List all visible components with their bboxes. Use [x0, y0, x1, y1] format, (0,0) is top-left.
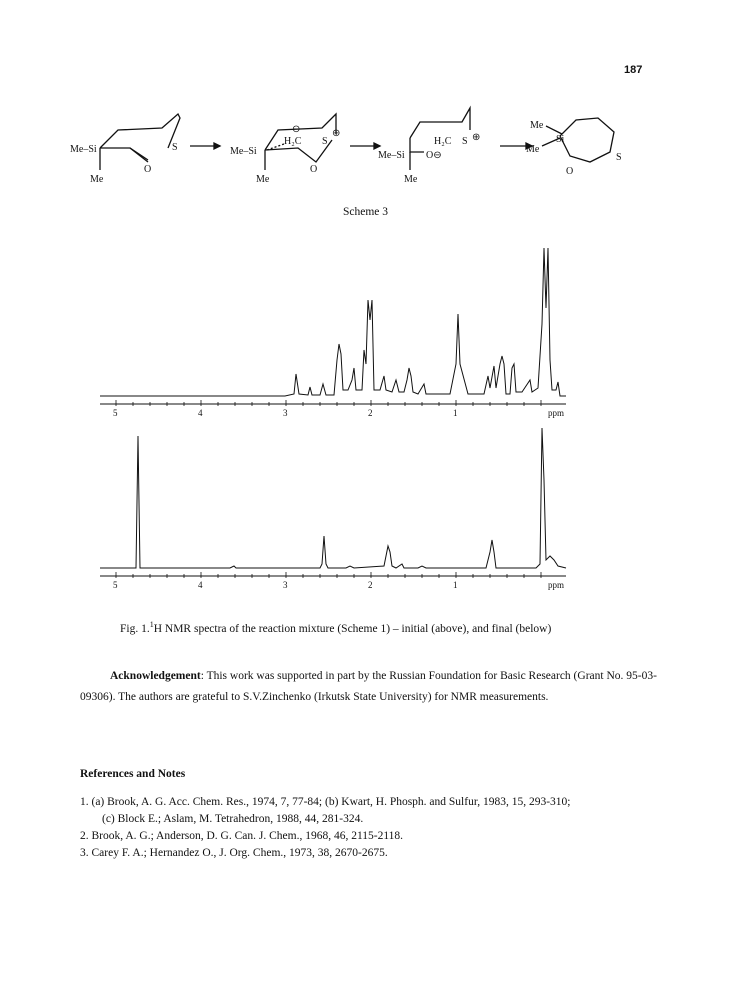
tick-label: 4 [198, 580, 203, 590]
me-si-label-1: Me–Si [70, 144, 97, 155]
s-label-1: S [172, 142, 178, 153]
me-si-label-2: Me–Si [230, 146, 257, 157]
reference-item [80, 794, 680, 828]
minus-label-2: ⊖ [292, 124, 301, 135]
h2c-label-3: H₂C [434, 136, 452, 147]
tick-label: 2 [368, 580, 373, 590]
s-label-2: S [322, 136, 328, 147]
spectrum-trace-final [100, 428, 566, 568]
acknowledgement [80, 666, 660, 708]
nmr-spectrum-initial [100, 240, 590, 420]
caption-prefix: Fig. 1. [120, 622, 150, 635]
acknowledgement-text: : This work was supported in part by the Russian Foundation for Basic Research (Grant No. 95-03-09306). The authors are grateful to S.V.Zinchenko (Irkutsk State University) for NMR measurements. [80, 670, 657, 703]
reference-line: 3. Carey F. A.; Hernandez O., J. Org. Chem., 1973, 38, 2670-2675. [80, 847, 388, 859]
s-label-4: S [616, 152, 622, 163]
me-si-label-3: Me–Si [378, 150, 405, 161]
me-label-4b: Me [526, 144, 540, 155]
h2c-label-2: H₂C [284, 136, 302, 147]
axis-unit: ppm [548, 580, 565, 590]
tick-label: 1 [453, 408, 458, 418]
reference-item [80, 828, 680, 845]
caption-sup: 1 [149, 620, 154, 629]
tick-label: 2 [368, 408, 373, 418]
me-label-1: Me [90, 174, 104, 185]
me-label-2: Me [256, 174, 270, 185]
acknowledgement-heading: Acknowledgement [110, 670, 201, 682]
reaction-scheme [70, 100, 660, 200]
plus-label-2: ⊕ [332, 128, 341, 139]
spectrum-trace-initial [100, 248, 566, 396]
reference-line: 2. Brook, A. G.; Anderson, D. G. Can. J. Chem., 1968, 46, 2115-2118. [80, 830, 404, 842]
caption-text: H NMR spectra of the reaction mixture (Scheme 1) – initial (above), and final (below) [153, 622, 552, 635]
si-label-4: Si [556, 134, 565, 145]
references-list [80, 794, 680, 862]
axis-unit: ppm [548, 408, 565, 418]
o-minus-label-3: O⊖ [426, 150, 442, 161]
tick-label: 5 [113, 408, 118, 418]
tick-label: 3 [283, 580, 288, 590]
nmr-spectrum-final [100, 420, 590, 600]
me-label-4a: Me [530, 120, 544, 131]
scheme-label: Scheme 3 [342, 206, 389, 218]
page-number: 187 [624, 64, 643, 76]
o-label-1: O [144, 164, 152, 175]
s-label-3: S [462, 136, 468, 147]
plus-label-3: ⊕ [472, 132, 481, 143]
reference-line: (c) Block E.; Aslam, M. Tetrahedron, 1988, 44, 281-324. [102, 813, 364, 825]
o-label-2: O [310, 164, 318, 175]
figure-caption [120, 620, 551, 635]
references-title: References and Notes [80, 768, 186, 780]
o-label-4: O [566, 166, 574, 177]
reference-item [80, 845, 680, 862]
me-label-3: Me [404, 174, 418, 185]
tick-label: 5 [113, 580, 118, 590]
tick-label: 3 [283, 408, 288, 418]
tick-label: 1 [453, 580, 458, 590]
reference-line: 1. (a) Brook, A. G. Acc. Chem. Res., 1974, 7, 77-84; (b) Kwart, H. Phosph. and Sulfur, 1983, 15, 293-310; [80, 796, 571, 808]
tick-label: 4 [198, 408, 203, 418]
